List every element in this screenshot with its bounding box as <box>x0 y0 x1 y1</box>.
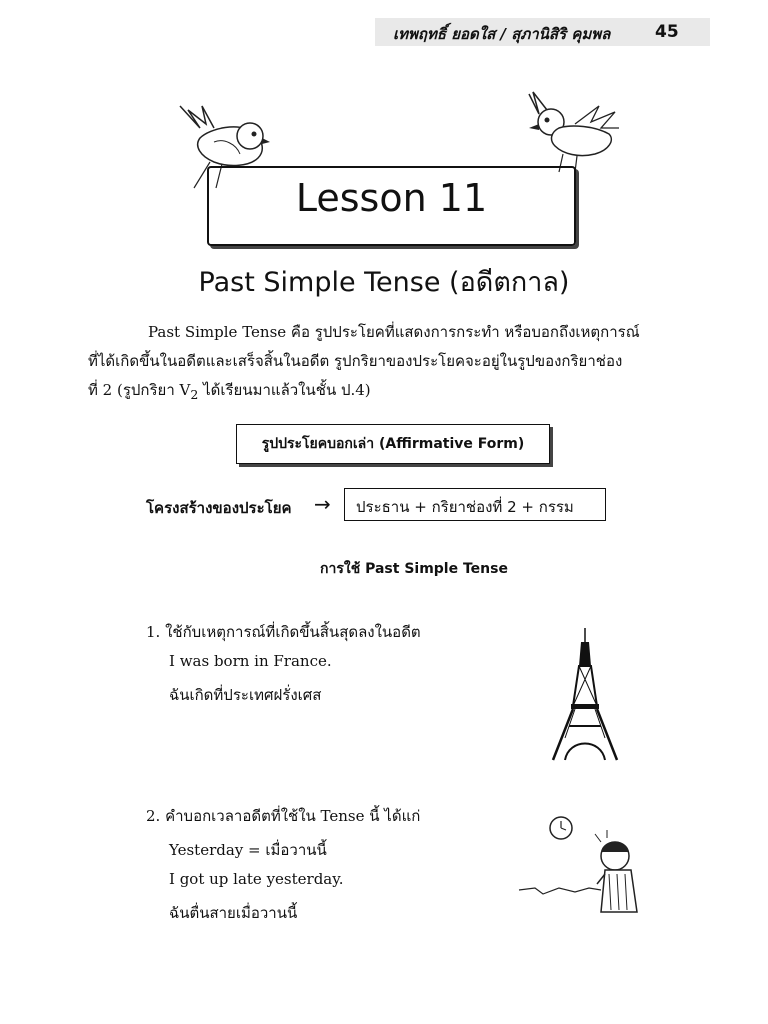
intro-line-3-text: ที่ 2 (รูปกริยา V <box>88 381 191 399</box>
item-text: คำบอกเวลาอดีตที่ใช้ใน Tense นี้ ได้แก่ <box>165 807 421 825</box>
arrow-right-icon: → <box>314 492 331 516</box>
usage-item-2 <box>146 801 420 832</box>
lesson-subtitle: Past Simple Tense (อดีตกาล) <box>198 267 570 298</box>
intro-line-3-tail: ได้เรียนมาแล้วในชั้น ป.4) <box>198 381 371 399</box>
intro-line-3 <box>88 376 714 409</box>
header-authors: เทพฤทธิ์ ยอดใส / สุภานิสิริ คุมพล <box>393 25 611 43</box>
intro-line-2: ที่ได้เกิดขึ้นในอดีตและเสร็จสิ้นในอดีต รูปกริยาของประโยคจะอยู่ในรูปของกริยาช่อง <box>88 352 623 370</box>
affirmative-form-label: รูปประโยคบอกเล่า (Affirmative Form) <box>261 436 525 452</box>
page-number: 45 <box>655 22 679 42</box>
item-1-example-th: ฉันเกิดที่ประเทศฝรั่งเศส <box>169 686 322 704</box>
structure-formula: ประธาน + กริยาช่องที่ 2 + กรรม <box>356 498 574 516</box>
item-number: 2. <box>146 807 161 825</box>
item-2-example-th: ฉันตื่นสายเมื่อวานนี้ <box>169 904 298 922</box>
item-2-keyword: Yesterday = เมื่อวานนี้ <box>169 841 327 859</box>
eiffel-tower-illustration <box>545 626 625 766</box>
late-boy-illustration <box>515 812 655 922</box>
usage-item-1 <box>146 617 421 648</box>
item-number: 1. <box>146 623 161 641</box>
usage-heading: การใช้ Past Simple Tense <box>320 561 508 577</box>
intro-line-1: Past Simple Tense คือ รูปประโยคที่แสดงการกระทำ หรือบอกถึงเหตุการณ์ <box>148 323 640 341</box>
right-bird-illustration <box>515 88 625 178</box>
intro-paragraph <box>88 318 714 409</box>
verb-form-subscript: 2 <box>190 387 199 402</box>
item-2-example-en: I got up late yesterday. <box>169 870 344 888</box>
lesson-title: Lesson 11 <box>295 176 488 220</box>
structure-label: โครงสร้างของประโยค <box>146 499 292 517</box>
item-text: ใช้กับเหตุการณ์ที่เกิดขึ้นสิ้นสุดลงในอดีต <box>165 623 421 641</box>
item-1-example-en: I was born in France. <box>169 652 332 670</box>
